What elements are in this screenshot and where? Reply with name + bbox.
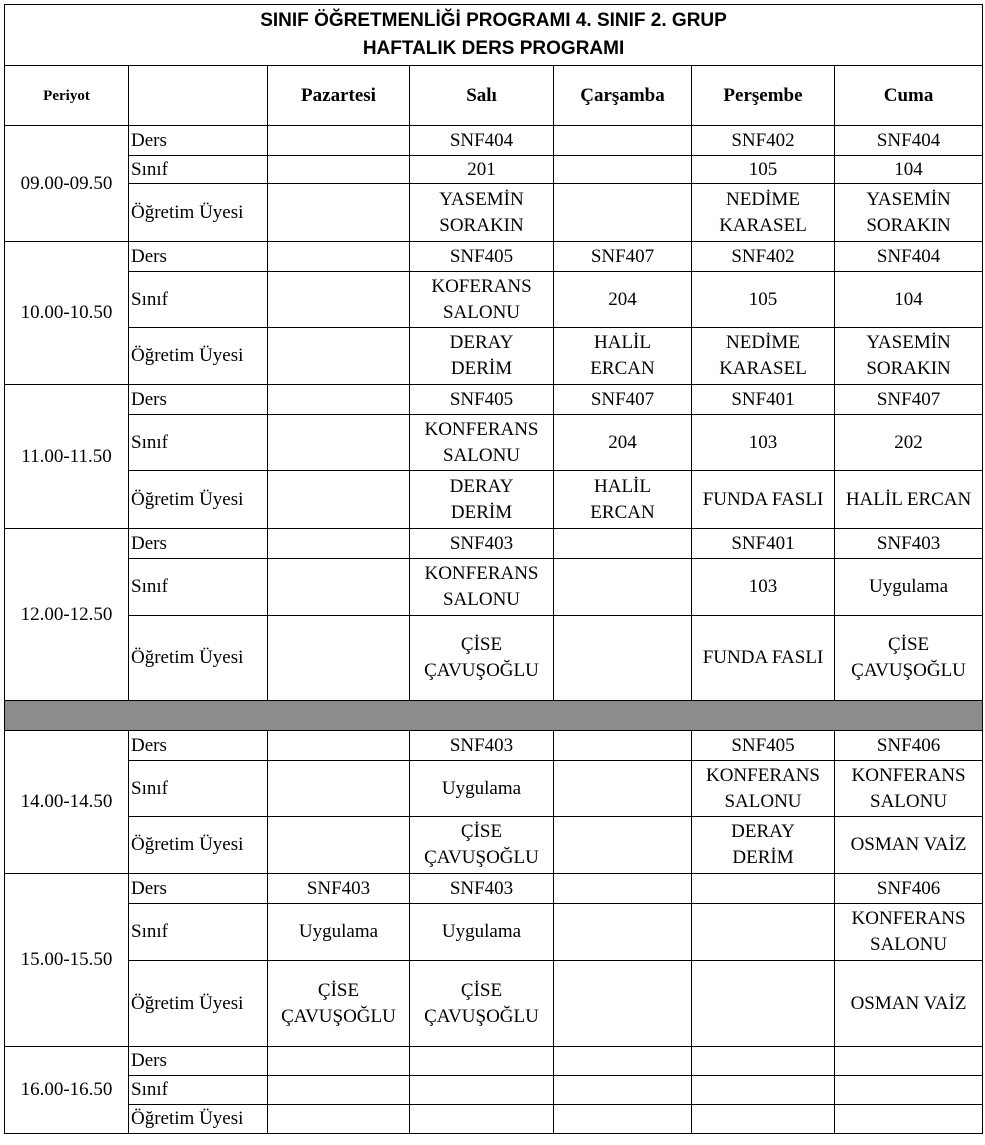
schedule-cell: FUNDA FASLI — [692, 616, 835, 701]
schedule-cell: ÇİSE ÇAVUŞOĞLU — [410, 961, 554, 1047]
table-row — [5, 874, 983, 904]
schedule-cell: SNF404 — [410, 126, 554, 156]
schedule-cell — [835, 1047, 983, 1076]
table-row — [5, 616, 983, 701]
period-time: 16.00-16.50 — [5, 1047, 129, 1134]
schedule-cell — [554, 761, 692, 817]
schedule-cell: Uygulama — [268, 904, 410, 961]
schedule-cell: KOFERANS SALONU — [410, 272, 554, 328]
row-label-ogretim-uyesi: Öğretim Üyesi — [129, 471, 268, 529]
schedule-cell — [268, 156, 410, 184]
schedule-cell: SNF401 — [692, 385, 835, 415]
schedule-cell: 104 — [835, 272, 983, 328]
schedule-cell: 202 — [835, 415, 983, 471]
schedule-cell: ÇİSE ÇAVUŞOĞLU — [410, 817, 554, 874]
lunch-break-bar — [5, 701, 983, 731]
schedule-cell — [268, 328, 410, 385]
table-row — [5, 156, 983, 184]
schedule-cell — [554, 529, 692, 559]
row-label-ogretim-uyesi: Öğretim Üyesi — [129, 184, 268, 242]
schedule-cell — [554, 874, 692, 904]
table-row — [5, 961, 983, 1047]
schedule-cell: 103 — [692, 559, 835, 616]
schedule-cell: 204 — [554, 415, 692, 471]
schedule-cell — [554, 1047, 692, 1076]
schedule-cell: YASEMİN SORAKIN — [835, 184, 983, 242]
table-row — [5, 272, 983, 328]
row-label-ders: Ders — [129, 731, 268, 761]
schedule-cell: OSMAN VAİZ — [835, 817, 983, 874]
schedule-cell: SNF403 — [410, 731, 554, 761]
period-time: 11.00-11.50 — [5, 385, 129, 529]
schedule-cell: SNF402 — [692, 126, 835, 156]
schedule-cell — [554, 904, 692, 961]
row-label-sinif: Sınıf — [129, 559, 268, 616]
schedule-cell — [268, 242, 410, 272]
schedule-cell: 104 — [835, 156, 983, 184]
schedule-cell — [410, 1076, 554, 1105]
schedule-cell: 105 — [692, 272, 835, 328]
schedule-cell — [692, 1105, 835, 1134]
schedule-table — [4, 4, 983, 1134]
header-day-monday: Pazartesi — [268, 66, 410, 126]
table-row — [5, 328, 983, 385]
row-label-ders: Ders — [129, 1047, 268, 1076]
table-row — [5, 242, 983, 272]
schedule-cell — [268, 1105, 410, 1134]
schedule-cell: HALİL ERCAN — [554, 471, 692, 529]
table-row — [5, 1105, 983, 1134]
schedule-cell — [554, 156, 692, 184]
row-label-sinif: Sınıf — [129, 761, 268, 817]
schedule-cell: SNF407 — [554, 385, 692, 415]
schedule-cell — [268, 731, 410, 761]
schedule-cell — [835, 1105, 983, 1134]
schedule-cell — [554, 817, 692, 874]
schedule-cell: SNF406 — [835, 731, 983, 761]
schedule-cell: SNF407 — [835, 385, 983, 415]
schedule-cell — [410, 1047, 554, 1076]
schedule-cell: ÇİSE ÇAVUŞOĞLU — [410, 616, 554, 701]
schedule-cell: ÇİSE ÇAVUŞOĞLU — [835, 616, 983, 701]
schedule-cell — [268, 184, 410, 242]
schedule-cell — [268, 761, 410, 817]
schedule-cell: KONFERANS SALONU — [692, 761, 835, 817]
schedule-cell: SNF401 — [692, 529, 835, 559]
schedule-cell — [692, 904, 835, 961]
schedule-cell — [692, 961, 835, 1047]
row-label-sinif: Sınıf — [129, 156, 268, 184]
schedule-cell: SNF405 — [410, 242, 554, 272]
schedule-cell: 204 — [554, 272, 692, 328]
header-day-friday: Cuma — [835, 66, 983, 126]
title-line-1: SINIF ÖĞRETMENLİĞİ PROGRAMI 4. SINIF 2. GRUP — [260, 10, 727, 31]
schedule-cell — [692, 874, 835, 904]
schedule-cell — [835, 1076, 983, 1105]
schedule-cell: SNF403 — [835, 529, 983, 559]
schedule-cell — [268, 272, 410, 328]
schedule-cell: Uygulama — [835, 559, 983, 616]
schedule-cell: DERAY DERİM — [692, 817, 835, 874]
schedule-cell: Uygulama — [410, 761, 554, 817]
schedule-cell: KONFERANS SALONU — [835, 904, 983, 961]
header-blank — [129, 66, 268, 126]
period-time: 14.00-14.50 — [5, 731, 129, 874]
schedule-cell: DERAY DERİM — [410, 471, 554, 529]
table-title — [5, 5, 983, 66]
period-time: 09.00-09.50 — [5, 126, 129, 242]
row-label-ogretim-uyesi: Öğretim Üyesi — [129, 1105, 268, 1134]
schedule-cell — [268, 415, 410, 471]
schedule-cell: KONFERANS SALONU — [835, 761, 983, 817]
header-day-wednesday: Çarşamba — [554, 66, 692, 126]
schedule-cell — [554, 184, 692, 242]
schedule-cell: SNF407 — [554, 242, 692, 272]
schedule-cell — [268, 559, 410, 616]
schedule-cell — [268, 1047, 410, 1076]
title-line-2: HAFTALIK DERS PROGRAMI — [362, 38, 625, 59]
schedule-cell: SNF402 — [692, 242, 835, 272]
table-row — [5, 1047, 983, 1076]
schedule-cell — [554, 961, 692, 1047]
lunch-break-row — [5, 701, 983, 731]
schedule-cell: SNF403 — [410, 874, 554, 904]
schedule-cell: HALİL ERCAN — [835, 471, 983, 529]
schedule-cell — [268, 471, 410, 529]
schedule-cell — [268, 1076, 410, 1105]
schedule-cell: SNF404 — [835, 242, 983, 272]
period-time: 12.00-12.50 — [5, 529, 129, 701]
schedule-cell — [554, 559, 692, 616]
table-row — [5, 1076, 983, 1105]
row-label-ders: Ders — [129, 529, 268, 559]
schedule-cell — [554, 1076, 692, 1105]
table-row — [5, 904, 983, 961]
schedule-cell: YASEMİN SORAKIN — [410, 184, 554, 242]
schedule-cell: 103 — [692, 415, 835, 471]
header-day-tuesday: Salı — [410, 66, 554, 126]
row-label-ogretim-uyesi: Öğretim Üyesi — [129, 817, 268, 874]
row-label-ders: Ders — [129, 385, 268, 415]
row-label-ogretim-uyesi: Öğretim Üyesi — [129, 961, 268, 1047]
schedule-cell: 105 — [692, 156, 835, 184]
schedule-cell: SNF406 — [835, 874, 983, 904]
schedule-cell: SNF404 — [835, 126, 983, 156]
schedule-cell: FUNDA FASLI — [692, 471, 835, 529]
row-label-ders: Ders — [129, 874, 268, 904]
schedule-cell — [554, 1105, 692, 1134]
schedule-cell: SNF403 — [410, 529, 554, 559]
schedule-cell — [692, 1076, 835, 1105]
schedule-cell — [268, 529, 410, 559]
row-label-sinif: Sınıf — [129, 272, 268, 328]
table-row — [5, 761, 983, 817]
schedule-cell: 201 — [410, 156, 554, 184]
schedule-cell: SNF405 — [410, 385, 554, 415]
table-row — [5, 471, 983, 529]
schedule-cell — [692, 1047, 835, 1076]
header-period: Periyot — [5, 66, 129, 126]
schedule-cell: SNF403 — [268, 874, 410, 904]
schedule-cell: NEDİME KARASEL — [692, 328, 835, 385]
period-time: 10.00-10.50 — [5, 242, 129, 385]
row-label-ders: Ders — [129, 242, 268, 272]
schedule-cell — [554, 126, 692, 156]
schedule-cell — [268, 385, 410, 415]
schedule-cell: ÇİSE ÇAVUŞOĞLU — [268, 961, 410, 1047]
table-row — [5, 415, 983, 471]
row-label-sinif: Sınıf — [129, 1076, 268, 1105]
schedule-cell: SNF405 — [692, 731, 835, 761]
schedule-cell: DERAY DERİM — [410, 328, 554, 385]
table-row — [5, 817, 983, 874]
schedule-cell — [554, 731, 692, 761]
table-row — [5, 184, 983, 242]
schedule-cell — [268, 126, 410, 156]
schedule-cell — [554, 616, 692, 701]
schedule-cell — [410, 1105, 554, 1134]
schedule-cell: KONFERANS SALONU — [410, 415, 554, 471]
header-day-thursday: Perşembe — [692, 66, 835, 126]
schedule-cell: OSMAN VAİZ — [835, 961, 983, 1047]
table-row — [5, 559, 983, 616]
schedule-cell — [268, 616, 410, 701]
schedule-cell: HALİL ERCAN — [554, 328, 692, 385]
row-label-ders: Ders — [129, 126, 268, 156]
row-label-sinif: Sınıf — [129, 904, 268, 961]
schedule-cell: KONFERANS SALONU — [410, 559, 554, 616]
table-row — [5, 385, 983, 415]
row-label-ogretim-uyesi: Öğretim Üyesi — [129, 328, 268, 385]
row-label-ogretim-uyesi: Öğretim Üyesi — [129, 616, 268, 701]
table-row — [5, 126, 983, 156]
schedule-cell: Uygulama — [410, 904, 554, 961]
schedule-cell: NEDİME KARASEL — [692, 184, 835, 242]
schedule-cell: YASEMİN SORAKIN — [835, 328, 983, 385]
table-row — [5, 731, 983, 761]
schedule-cell — [268, 817, 410, 874]
table-row — [5, 529, 983, 559]
row-label-sinif: Sınıf — [129, 415, 268, 471]
period-time: 15.00-15.50 — [5, 874, 129, 1047]
